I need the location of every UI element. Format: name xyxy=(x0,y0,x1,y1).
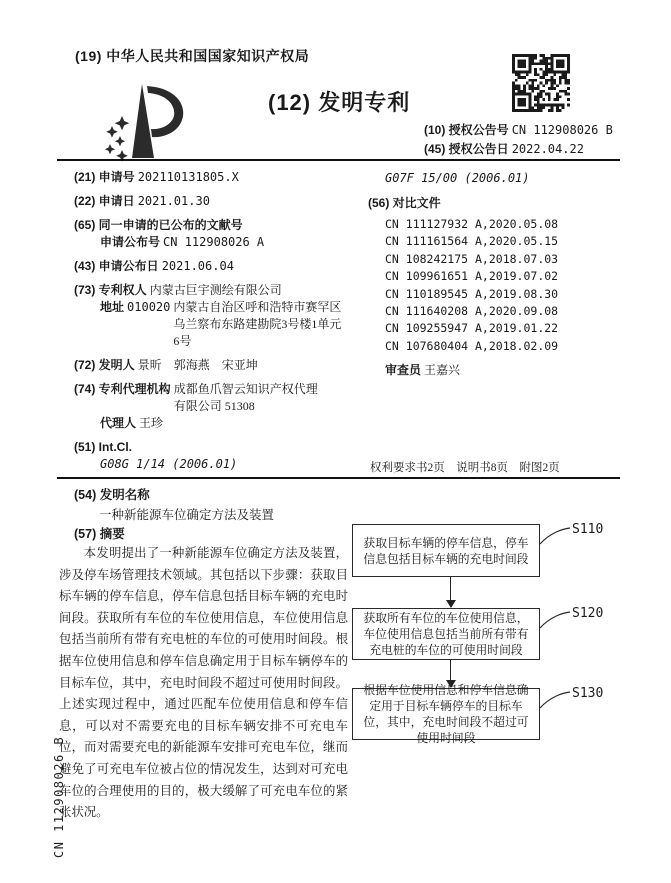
application-number-row xyxy=(74,169,362,186)
application-number-label: (21) 申请号 xyxy=(74,170,135,184)
flowchart-step-box: 根据车位使用信息和停车信息确定用于目标车辆停车的目标车位，其中，充电时间段不超过可使用时间段 xyxy=(352,688,540,740)
reference-item: CN 107680404 A,2018.02.09 xyxy=(385,338,559,353)
reference-item: CN 111127932 A,2020.05.08 xyxy=(385,217,559,231)
patentee-line xyxy=(74,282,362,299)
address-line xyxy=(74,299,362,350)
agent-value: 王珍 xyxy=(139,416,164,430)
inventors-row xyxy=(74,357,362,374)
agency-row xyxy=(74,381,362,432)
intcl-code: G08G 1/14 (2006.01) xyxy=(100,457,238,471)
application-date-label: (22) 申请日 xyxy=(74,194,135,208)
issuing-office: (19) 中华人民共和国国家知识产权局 xyxy=(75,48,310,64)
publication-date-line xyxy=(424,140,613,159)
reference-item: CN 109961651 A,2019.07.02 xyxy=(385,269,559,284)
agency-label: (74) 专利代理机构 xyxy=(74,382,171,396)
bibliographic-left-column xyxy=(74,169,362,480)
reference-item: CN 110189545 A,2019.08.30 xyxy=(385,286,559,301)
publication-number-value: CN 112908026 B xyxy=(511,123,613,137)
examiner-value: 王嘉兴 xyxy=(424,363,461,378)
abstract-label: (57) 摘要 xyxy=(74,527,125,541)
agency-value: 成都鱼爪智云知识产权代理有限公司 51308 xyxy=(173,382,318,413)
references-label: (56) 对比文件 xyxy=(368,196,441,210)
flowchart-step-box: 获取所有车位的车位使用信息，车位使用信息包括当前所有带有充电桩的车位的可使用时间段 xyxy=(352,608,540,660)
address-label: 地址 xyxy=(100,300,125,314)
address-value: 内蒙古自治区呼和浩特市赛罕区乌兰察布东路建勘院3号楼1单元6号 xyxy=(173,300,342,348)
application-number-value: 202110131805.X xyxy=(137,170,239,184)
section-divider xyxy=(57,477,620,479)
step-id-label: S110 xyxy=(572,522,604,537)
step-id-label: S130 xyxy=(572,686,604,701)
publication-info xyxy=(424,121,613,159)
inventors-label: (72) 发明人 xyxy=(74,358,135,372)
reference-item: CN 111640208 A,2020.09.08 xyxy=(385,304,559,319)
flow-arrow-icon xyxy=(445,577,457,608)
examiner-label: 审查员 xyxy=(385,363,422,378)
patentee-row xyxy=(74,282,362,350)
flowchart-figure xyxy=(350,518,671,788)
reference-item: CN 108242175 A,2018.07.03 xyxy=(385,251,559,266)
step-id-label: S120 xyxy=(572,606,604,621)
leader-line xyxy=(538,526,572,546)
intcl-code-2: G07F 15/00 (2006.01) xyxy=(385,171,530,185)
examiner-row xyxy=(385,362,626,379)
patentee-value: 内蒙古巨宇测绘有限公司 xyxy=(149,283,282,297)
prior-publication-date-row xyxy=(74,258,362,275)
abstract-text: 本发明提出了一种新能源车位确定方法及装置，涉及停车场管理技术领域。其包括以下步骤：获取目标车辆的停车信息，停车信息包括目标车辆的充电时间段。获取所有车位的车位使用信息，车位使用信息包括当前所有带有充电桩的车位的可使用时间段。根据车位使用信息和停车信息确定用于目标车辆停车的目标车位，其中，充电时间段不超过可使用时间段。上述实现过程中，通过匹配车位使用信息和停车信息，可以对不需要充电的目标车辆安排不可充电车位，而对需要充电的新能源车安排可充电车位，继而避免了可充电车位被占位的情况发生，达到对可充电车位的合理使用的目的，极大缓解了可充电车位的紧张状况。 xyxy=(59,546,348,820)
margin-document-number: CN 112908026 B xyxy=(52,735,66,858)
flowchart-step-box: 获取目标车辆的停车信息，停车信息包括目标车辆的充电时间段 xyxy=(352,524,540,577)
bibliographic-right-column xyxy=(368,170,626,379)
leader-line xyxy=(538,610,572,630)
reference-item: CN 109255947 A,2019.01.22 xyxy=(385,321,559,336)
leader-line xyxy=(538,690,572,710)
agent-label: 代理人 xyxy=(100,416,137,430)
references-list xyxy=(385,216,626,355)
agency-line xyxy=(74,381,362,415)
prior-publication-date-value: 2021.06.04 xyxy=(161,259,234,273)
reference-item: CN 111161564 A,2020.05.15 xyxy=(385,234,559,249)
document-type-title: (12) 发明专利 xyxy=(268,90,411,115)
publication-date-label: (45) 授权公告日 xyxy=(424,142,509,156)
application-date-value: 2021.01.30 xyxy=(137,194,210,208)
publication-date-value: 2022.04.22 xyxy=(511,142,584,156)
header-divider xyxy=(57,159,620,161)
prior-publication-number-value: CN 112908026 A xyxy=(163,235,265,249)
publication-number-label: (10) 授权公告号 xyxy=(424,123,509,137)
invention-title: 一种新能源车位确定方法及装置 xyxy=(99,508,275,522)
cnipa-logo-icon xyxy=(92,80,202,165)
patentee-label: (73) 专利权人 xyxy=(74,283,147,297)
prior-publication-date-label: (43) 申请公布日 xyxy=(74,259,159,273)
prior-publication-number-line xyxy=(74,234,362,251)
prior-publication-label: (65) 同一申请的已公布的文献号 xyxy=(74,218,243,232)
intcl-label: (51) Int.Cl. xyxy=(74,440,133,454)
pages-info: 权利要求书2页 说明书8页 附图2页 xyxy=(370,462,560,474)
invention-title-label: (54) 发明名称 xyxy=(74,488,150,502)
publication-number-line xyxy=(424,121,613,140)
prior-publication-row xyxy=(74,217,362,251)
agent-line xyxy=(74,415,362,432)
application-date-row xyxy=(74,193,362,210)
inventors-value: 景昕 郭海燕 宋亚坤 xyxy=(137,358,258,372)
address-zip: 010020 xyxy=(127,300,171,314)
prior-publication-number-label: 申请公布号 xyxy=(100,235,161,249)
intcl-row xyxy=(74,439,362,473)
qr-code-icon xyxy=(512,54,570,112)
